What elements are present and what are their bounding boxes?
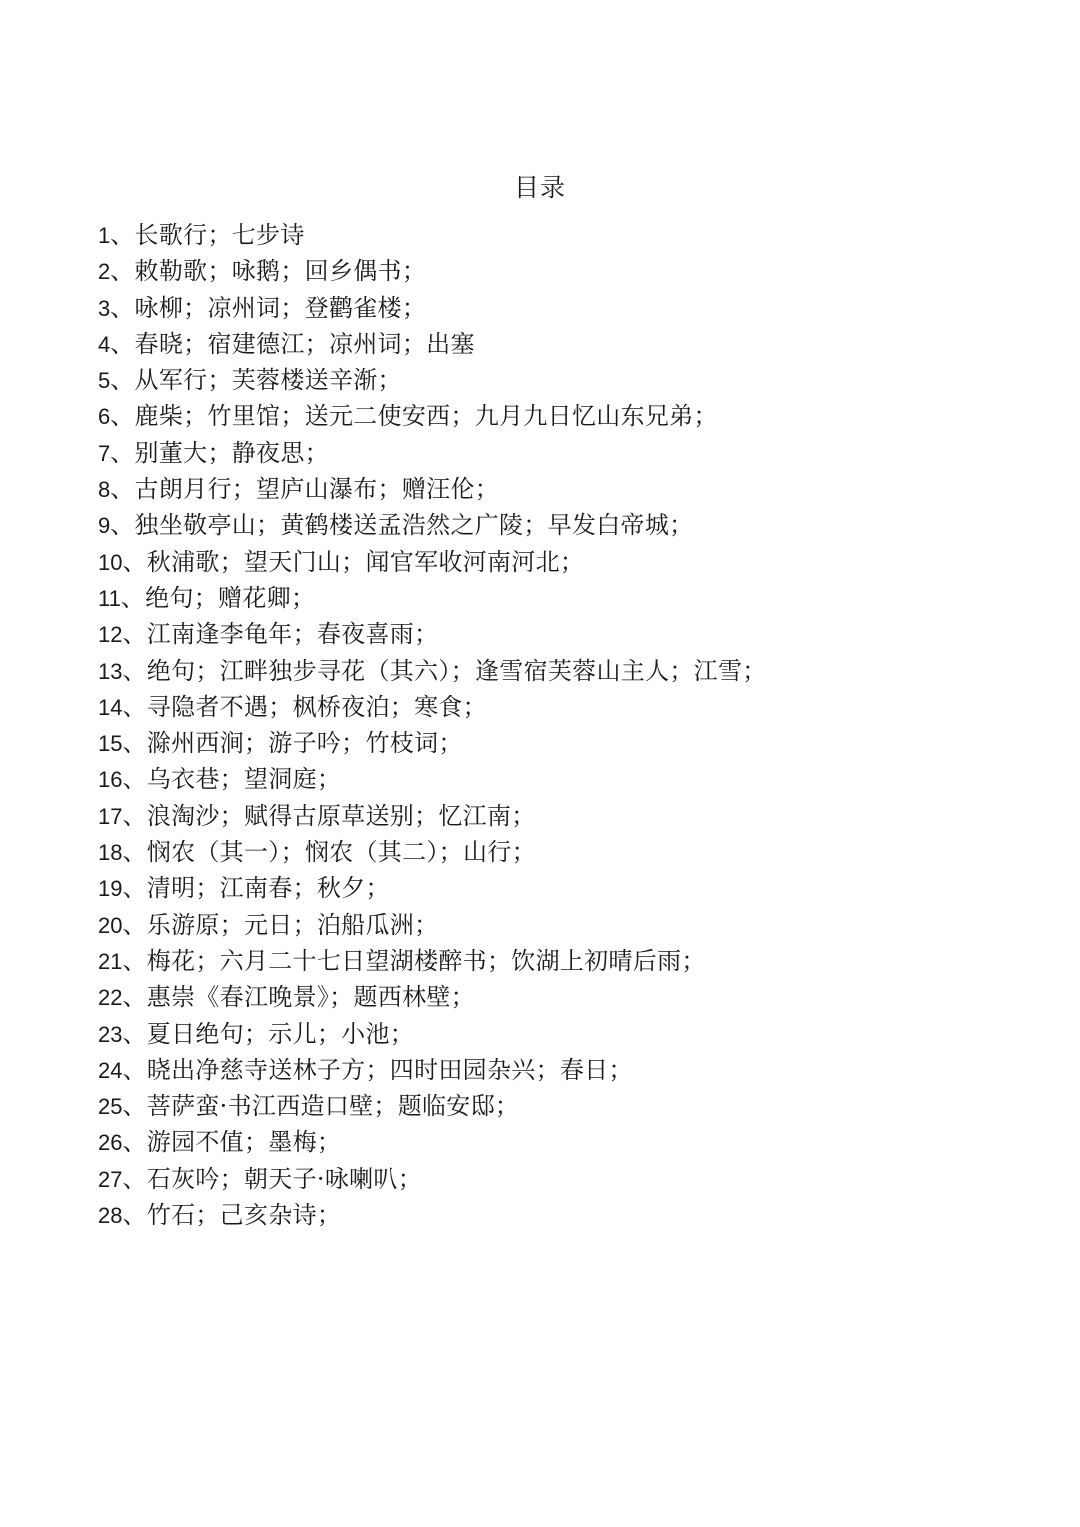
toc-item xyxy=(98,616,1018,652)
toc-item-number: 14 xyxy=(98,694,123,720)
toc-item-number: 2 xyxy=(98,259,111,285)
toc-item xyxy=(98,435,1018,471)
toc-item-number: 20 xyxy=(98,912,123,938)
toc-item-number: 18 xyxy=(98,840,123,866)
toc-item xyxy=(98,290,1018,326)
toc-item xyxy=(98,1124,1018,1160)
toc-item-text: 、晓出净慈寺送林子方；四时田园杂兴；春日； xyxy=(122,1055,633,1084)
toc-item-number: 13 xyxy=(98,658,123,684)
toc-item-number: 12 xyxy=(98,622,123,648)
toc-item-number: 28 xyxy=(98,1203,123,1229)
toc-item-text: 、独坐敬亭山；黄鹤楼送孟浩然之广陵；早发白帝城； xyxy=(110,511,694,540)
toc-item-number: 3 xyxy=(98,295,111,321)
toc-item-number: 17 xyxy=(98,803,123,829)
toc-item xyxy=(98,1197,1018,1233)
toc-item xyxy=(98,217,1018,253)
toc-item xyxy=(98,398,1018,434)
toc-item xyxy=(98,725,1018,761)
toc-item-text: 、石灰吟；朝天子·咏喇叭； xyxy=(122,1164,423,1193)
toc-item-text: 、绝句；赠花卿； xyxy=(120,583,316,612)
toc-item-number: 23 xyxy=(98,1021,123,1047)
toc-item-text: 、乐游原；元日；泊船瓜洲； xyxy=(122,910,439,939)
toc-item xyxy=(98,1088,1018,1124)
toc-item xyxy=(98,689,1018,725)
toc-item-text: 、滁州西涧；游子吟；竹枝词； xyxy=(122,729,463,758)
toc-item xyxy=(98,253,1018,289)
toc-item-text: 、鹿柴；竹里馆；送元二使安西；九月九日忆山东兄弟； xyxy=(110,402,718,431)
toc-item-text: 、秋浦歌；望天门山；闻官军收河南河北； xyxy=(122,547,585,576)
toc-item-number: 16 xyxy=(98,767,123,793)
toc-item xyxy=(98,798,1018,834)
toc-item-number: 19 xyxy=(98,876,123,902)
toc-item-number: 15 xyxy=(98,731,123,757)
toc-item xyxy=(98,507,1018,543)
toc-item-text: 、夏日绝句；示儿；小池； xyxy=(122,1019,415,1048)
toc-item xyxy=(98,943,1018,979)
toc-item-text: 、浪淘沙；赋得古原草送别；忆江南； xyxy=(122,801,536,830)
toc-item xyxy=(98,326,1018,362)
toc-item-number: 22 xyxy=(98,985,123,1011)
toc-item-text: 、江南逢李龟年；春夜喜雨； xyxy=(122,620,439,649)
toc-item-text: 、竹石；己亥杂诗； xyxy=(122,1201,342,1230)
toc-item-text: 、从军行；芙蓉楼送辛渐； xyxy=(110,366,402,395)
toc-item xyxy=(98,979,1018,1015)
toc-item xyxy=(98,1052,1018,1088)
toc-item xyxy=(98,362,1018,398)
toc-item xyxy=(98,907,1018,943)
toc-item-text: 、长歌行；七步诗 xyxy=(110,221,305,249)
toc-item-number: 27 xyxy=(98,1166,123,1192)
toc-item-number: 26 xyxy=(98,1130,123,1156)
toc-item xyxy=(98,653,1018,689)
toc-item xyxy=(98,1016,1018,1052)
toc-item-text: 、咏柳；凉州词；登鹳雀楼； xyxy=(110,293,427,322)
toc-item-text: 、古朗月行；望庐山瀑布；赠汪伦； xyxy=(110,475,500,504)
toc-item-number: 9 xyxy=(98,513,111,539)
toc-item-number: 21 xyxy=(98,948,123,974)
toc-item-text: 、游园不值；墨梅； xyxy=(122,1128,342,1157)
toc-item-number: 11 xyxy=(98,585,121,611)
toc-item xyxy=(98,1161,1018,1197)
toc-item-text: 、菩萨蛮·书江西造口壁；题临安邸； xyxy=(122,1092,520,1121)
toc-list xyxy=(98,217,1018,1233)
toc-item-text: 、寻隐者不遇；枫桥夜泊；寒食； xyxy=(122,692,487,721)
toc-item-number: 5 xyxy=(98,368,111,394)
toc-item-text: 、悯农（其一）；悯农（其二）；山行； xyxy=(122,838,536,867)
toc-item-text: 、梅花；六月二十七日望湖楼醉书；饮湖上初晴后雨； xyxy=(122,946,706,975)
page-title: 目录 xyxy=(513,173,566,202)
toc-item-text: 、春晓；宿建德江；凉州词；出塞 xyxy=(110,329,475,358)
toc-item-text: 、别董大；静夜思； xyxy=(110,438,329,467)
toc-item-text: 、惠崇《春江晚景》；题西林壁； xyxy=(122,983,475,1012)
toc-item-number: 24 xyxy=(98,1057,123,1083)
toc-item xyxy=(98,870,1018,906)
toc-item-number: 4 xyxy=(98,331,111,357)
toc-item xyxy=(98,544,1018,580)
toc-item xyxy=(98,761,1018,797)
toc-item-number: 1 xyxy=(98,223,111,248)
toc-item-number: 25 xyxy=(98,1094,123,1120)
toc-item-number: 10 xyxy=(98,549,123,575)
toc-item-text: 、绝句；江畔独步寻花（其六）；逢雪宿芙蓉山主人；江雪； xyxy=(122,656,767,685)
toc-item-number: 7 xyxy=(98,440,111,466)
toc-item-text: 、敕勒歌；咏鹅；回乡偶书； xyxy=(110,257,427,286)
toc-item-number: 8 xyxy=(98,477,111,503)
toc-item-text: 、乌衣巷；望洞庭； xyxy=(122,765,342,794)
toc-item-text: 、清明；江南春；秋夕； xyxy=(122,874,390,903)
toc-item xyxy=(98,580,1018,616)
toc-item-number: 6 xyxy=(98,404,111,430)
toc-item xyxy=(98,471,1018,507)
toc-item xyxy=(98,834,1018,870)
